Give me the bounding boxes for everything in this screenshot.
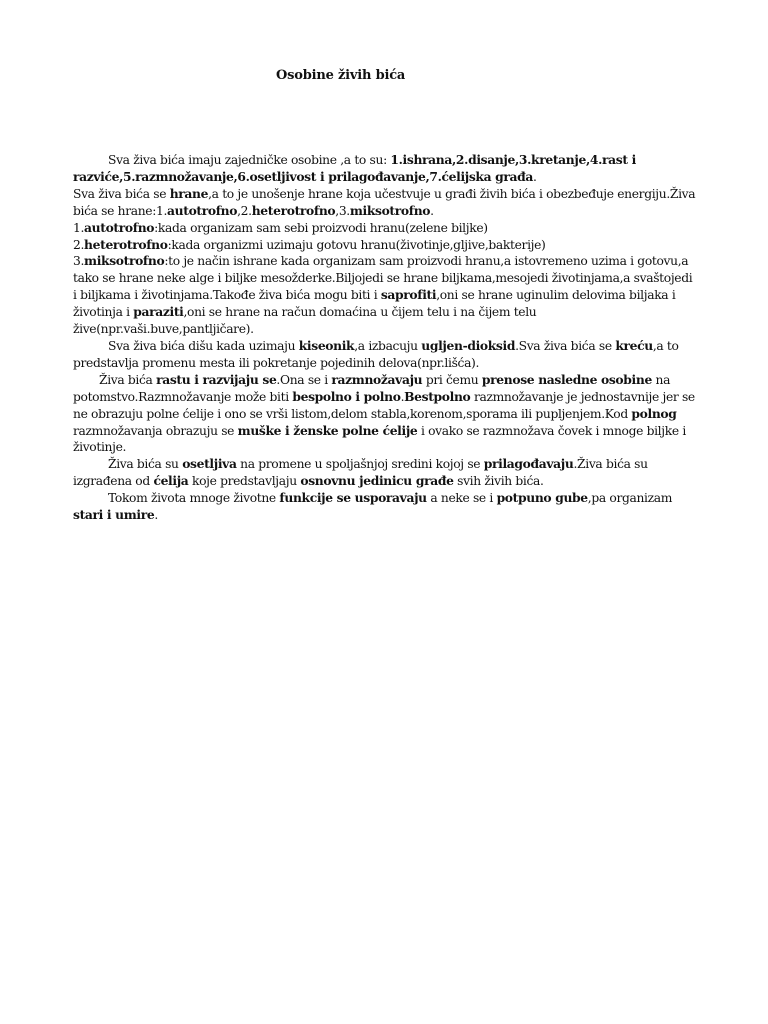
bold-term: kreću [615, 337, 653, 353]
text-run: koje predstavljaju [188, 474, 301, 489]
text-run: razmnožavanja obrazuju se [73, 423, 238, 438]
bold-term: saprofiti [380, 287, 437, 303]
text-run: ,2. [237, 203, 252, 218]
document-body [73, 152, 697, 524]
bold-term: potpuno gube [496, 490, 588, 506]
bold-term: muške i ženske polne ćelije [237, 422, 418, 438]
text-run: na promene u spoljašnjoj sredini kojoj se [236, 457, 484, 472]
paragraph-disanje [73, 338, 697, 372]
text-run: razmnožavanje je jednostavnije jer se ne obrazuju polne ćelije i ono se vrši listom,delom stabla,korenom,sporama ili pupljenjem.Kod [73, 389, 695, 421]
bold-term: paraziti [133, 304, 184, 320]
paragraph-autotrofno [73, 220, 697, 237]
text-run: i ovako se razmnožava čovek i mnoge biljke i životinje. [73, 423, 686, 455]
paragraph-osetljivost [73, 456, 697, 490]
text-run: :kada organizam sam sebi proizvodi hranu(zelene biljke) [154, 220, 488, 235]
text-run: svih živih bića. [453, 474, 544, 489]
paragraph-miksotrofno [73, 253, 697, 338]
text-run: a neke se i [426, 491, 497, 506]
paragraph-rast [73, 372, 697, 457]
bold-term: ugljen-dioksid [421, 337, 516, 353]
text-run: pri čemu [422, 372, 482, 387]
text-run: ,a to predstavlja promenu mesta ili pokretanje pojedinih delova(npr.lišća). [73, 338, 679, 370]
document-title: Osobine živih bića [276, 68, 406, 83]
bold-term: miksotrofno [84, 253, 165, 269]
paragraph-ishrana [73, 186, 697, 220]
bold-term: prenose nasledne osobine [481, 371, 652, 387]
text-run: 3. [73, 254, 85, 269]
text-run: .Sva živa bića se [515, 338, 616, 353]
text-run: .Živa bića su izgrađena od [73, 457, 648, 489]
bold-term: osnovnu jedinicu građe [300, 473, 454, 489]
text-run: :to je način ishrane kada organizam sam proizvodi hranu,a istovremeno uzima i gotovu,a tako se hrane neke alge i biljke mesožderke.Biljojedi se hrane biljkama,mesojedi životinjama,a svaštojedi i biljkama i životinjama.Takođe živa bića mogu biti i [73, 254, 693, 303]
text-run: na potomstvo.Razmnožavanje može biti [73, 372, 671, 404]
text-run: 1. [73, 220, 85, 235]
text-run: . [154, 508, 158, 523]
text-run: . [533, 169, 537, 184]
text-run: Sva živa bića dišu kada uzimaju [108, 338, 299, 353]
bold-term: ćelija [153, 473, 189, 489]
text-run: Živa bića [99, 372, 157, 387]
text-run: ,a izbacuju [354, 338, 422, 353]
bold-term: rastu i razvijaju se [156, 371, 277, 387]
text-run: . [430, 203, 434, 218]
bold-term: funkcije se usporavaju [279, 490, 427, 506]
bold-term: 1.ishrana,2.disanje,3.kretanje,4.rast i razviće,5.razmnožavanje,6.osetljivost i prilagođavanje,7.ćelijska građa [73, 152, 636, 184]
text-run: ,pa organizam [587, 491, 673, 506]
bold-term: Bestpolno [404, 388, 471, 404]
bold-term: hrane [169, 185, 209, 201]
bold-term: heterotrofno [251, 202, 336, 218]
text-run: 2. [73, 237, 85, 252]
bold-term: prilagođavaju [483, 456, 574, 472]
paragraph-starenje [73, 490, 697, 524]
paragraph-intro [73, 152, 697, 186]
bold-term: osetljiva [182, 456, 237, 472]
bold-term: razmnožavaju [331, 371, 423, 387]
text-run: ,oni se hrane na račun domaćina u čijem telu i na čijem telu žive(npr.vaši.buve,pantljičare). [73, 305, 537, 337]
bold-term: autotrofno [84, 219, 155, 235]
text-run: .Ona se i [276, 372, 332, 387]
bold-term: kiseonik [298, 337, 355, 353]
bold-term: autotrofno [167, 202, 238, 218]
text-run: :kada organizmi uzimaju gotovu hranu(životinje,gljive,bakterije) [167, 237, 546, 252]
text-run: ,a to je unošenje hrane koja učestvuje u građi živih bića i obezbeđuje energiju.Živa bića se hrane:1. [73, 186, 696, 218]
bold-term: bespolno i polno [292, 388, 401, 404]
text-run: ,3. [335, 203, 350, 218]
text-run: Tokom života mnoge životne [108, 491, 280, 506]
bold-term: heterotrofno [84, 236, 168, 252]
paragraph-heterotrofno [73, 237, 697, 254]
bold-term: polnog [631, 405, 677, 421]
bold-term: miksotrofno [349, 202, 431, 218]
bold-term: stari i umire [73, 507, 155, 523]
text-run: . [400, 389, 405, 404]
text-run: Sva živa bića imaju zajedničke osobine ,a to su: [108, 153, 391, 167]
text-run: Sva živa bića se [73, 186, 170, 201]
text-run: ,oni se hrane uginulim delovima biljaka i životinja i [73, 288, 676, 320]
text-run: Živa bića su [108, 457, 183, 472]
